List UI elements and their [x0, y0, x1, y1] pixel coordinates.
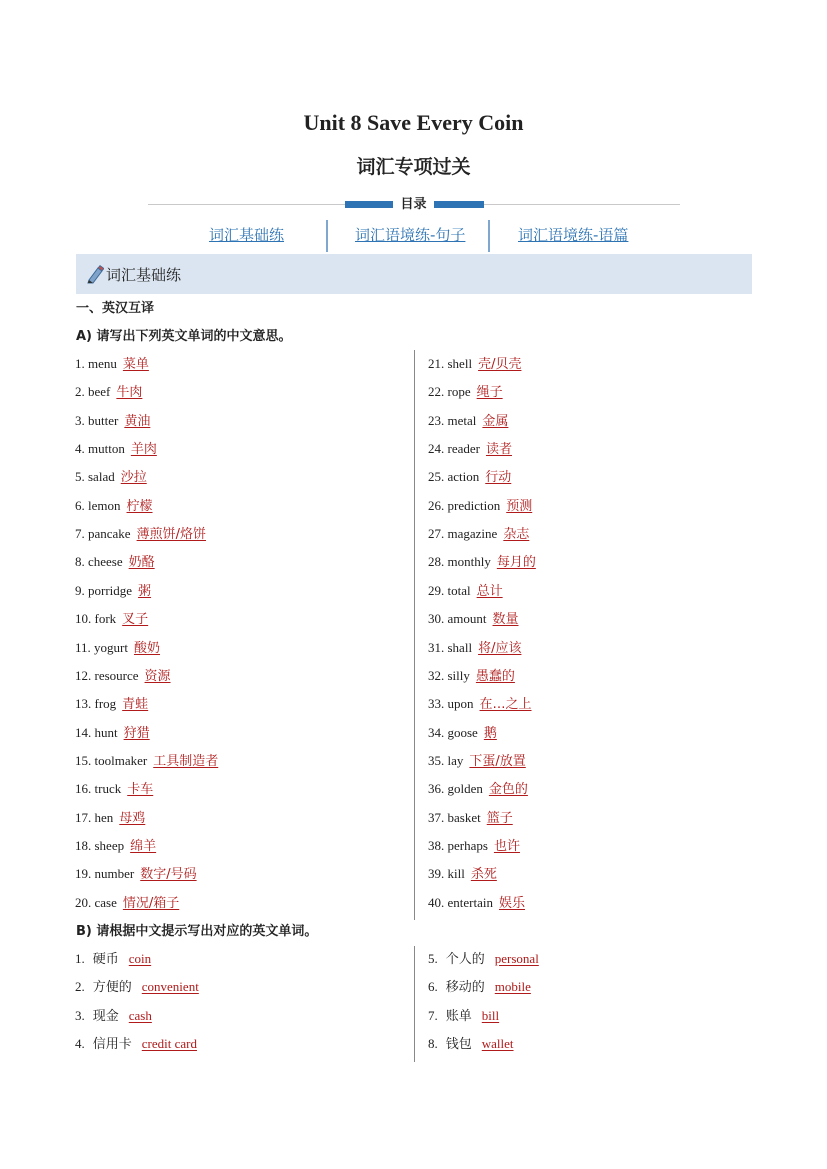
vocab-word: 6. lemon: [75, 497, 121, 513]
vocab-item: [428, 778, 528, 797]
vocab-item: [428, 495, 532, 514]
vocab-word: 29. total: [428, 582, 471, 598]
item-number: 4.: [75, 1035, 85, 1051]
vocab-word: 1. menu: [75, 356, 117, 371]
vocab-item: [428, 1033, 514, 1052]
vocab-answer: 杀死: [470, 867, 497, 883]
vocab-word: 33. upon: [428, 696, 474, 712]
vocab-answer: 牛肉: [116, 385, 143, 401]
toc-separator: [488, 220, 490, 252]
vocab-answer: 酸奶: [133, 640, 160, 656]
vocab-item: [75, 693, 148, 712]
vocab-item: [75, 665, 171, 684]
vocab-item: [428, 976, 531, 995]
vocab-answer: 读者: [485, 442, 512, 458]
vocab-answer: 薄煎饼/烙饼: [136, 527, 206, 543]
vocab-answer: 卡车: [127, 782, 154, 798]
section-label: 词汇基础练: [106, 266, 182, 284]
vocab-answer: 绵羊: [130, 838, 157, 854]
vocab-answer: 壳/贝壳: [478, 357, 522, 372]
section-header: [76, 254, 752, 294]
vocab-item: [428, 353, 521, 372]
toc-link-basic[interactable]: 词汇基础练: [209, 226, 285, 244]
vocab-item: [75, 637, 160, 656]
vocab-word: 5. salad: [75, 469, 115, 485]
toc-divider-left: [148, 204, 348, 205]
vocab-item: [428, 665, 515, 684]
vocab-word: 21. shell: [428, 356, 473, 371]
pencil-icon: [86, 264, 104, 284]
english-answer: wallet: [481, 1035, 514, 1051]
toc-accent-right: [434, 201, 484, 208]
item-number: 6.: [428, 979, 438, 995]
sub-heading-a: A) 请写出下列英文单词的中文意思。: [76, 329, 292, 344]
vocab-answer: 叉子: [122, 612, 149, 628]
toc-label: 目录: [393, 193, 434, 212]
page-subtitle: 词汇专项过关: [356, 156, 471, 178]
vocab-item: [428, 608, 519, 627]
vocab-item: [75, 863, 197, 882]
vocab-answer: 粥: [138, 583, 152, 599]
chinese-prompt: 现金: [92, 1008, 119, 1024]
vocab-word: 27. magazine: [428, 526, 498, 542]
vocab-word: 8. cheese: [75, 554, 123, 570]
toc-divider-right: [484, 204, 680, 205]
item-number: 7.: [428, 1007, 438, 1023]
vocab-item: [428, 438, 512, 457]
vocab-item: [75, 410, 150, 429]
vocab-item: [428, 551, 536, 570]
vocab-item: [75, 353, 149, 372]
chinese-prompt: 个人的: [445, 952, 485, 967]
vocab-answer: 金属: [482, 413, 509, 429]
toc-link-sentence[interactable]: 词汇语境练-句子: [355, 226, 466, 244]
vocab-answer: 羊肉: [130, 442, 157, 458]
vocab-word: 2. beef: [75, 384, 111, 400]
vocab-word: 7. pancake: [75, 526, 131, 542]
vocab-answer: 将/应该: [478, 640, 522, 656]
vocab-word: 40. entertain: [428, 894, 493, 910]
vocab-answer: 预测: [506, 498, 533, 514]
vocab-word: 28. monthly: [428, 554, 491, 570]
vocab-answer: 愚蠢的: [475, 668, 515, 684]
vocab-answer: 鹅: [483, 725, 497, 741]
vocab-word: 15. toolmaker: [75, 752, 148, 768]
column-divider: [414, 350, 415, 920]
vocab-item: [428, 863, 497, 882]
vocab-answer: 柠檬: [126, 498, 153, 514]
vocab-answer: 黄油: [124, 413, 151, 429]
vocab-word: 30. amount: [428, 611, 487, 627]
vocab-word: 11. yogurt: [75, 639, 128, 655]
vocab-answer: 下蛋/放置: [469, 753, 526, 769]
vocab-word: 16. truck: [75, 781, 122, 797]
vocab-word: 32. silly: [428, 667, 470, 683]
vocab-item: [428, 835, 520, 854]
vocab-item: [75, 580, 151, 599]
vocab-word: 3. butter: [75, 412, 119, 428]
vocab-item: [75, 835, 156, 854]
vocab-item: [75, 976, 199, 995]
vocab-answer: 青蛙: [122, 697, 149, 713]
vocab-answer: 篮子: [486, 810, 513, 826]
vocab-item: [428, 523, 529, 542]
vocab-item: [428, 637, 521, 656]
vocab-item: [428, 722, 497, 741]
english-answer: credit card: [141, 1035, 197, 1051]
toc-link-passage[interactable]: 词汇语境练-语篇: [518, 226, 629, 244]
vocab-answer: 沙拉: [120, 470, 147, 486]
vocab-word: 10. fork: [75, 611, 117, 627]
vocab-word: 19. number: [75, 866, 135, 882]
vocab-item: [428, 693, 532, 712]
vocab-word: 20. case: [75, 894, 117, 910]
english-answer: convenient: [141, 979, 199, 995]
vocab-word: 34. goose: [428, 724, 478, 740]
vocab-word: 12. resource: [75, 667, 139, 683]
vocab-answer: 数字/号码: [140, 867, 197, 883]
toc-links: [0, 220, 827, 252]
vocab-item: [75, 495, 153, 514]
item-number: 8.: [428, 1035, 438, 1051]
vocab-item: [75, 381, 142, 400]
vocab-word: 23. metal: [428, 412, 477, 428]
vocab-word: 14. hunt: [75, 724, 118, 740]
vocab-answer: 工具制造者: [153, 753, 219, 769]
item-number: 5.: [428, 951, 438, 966]
chinese-prompt: 方便的: [92, 980, 132, 996]
vocab-word: 25. action: [428, 469, 480, 485]
vocab-answer: 也许: [493, 838, 520, 854]
vocab-answer: 情况/箱子: [122, 895, 180, 911]
vocab-item: [75, 892, 179, 911]
vocab-item: [75, 778, 153, 797]
column-divider: [414, 946, 415, 1062]
vocab-answer: 每月的: [496, 555, 536, 571]
vocab-item: [428, 410, 508, 429]
vocab-answer: 娱乐: [498, 895, 525, 911]
vocab-word: 26. prediction: [428, 497, 501, 513]
chinese-prompt: 账单: [445, 1008, 472, 1024]
vocab-word: 36. golden: [428, 781, 483, 797]
vocab-item: [75, 551, 155, 570]
vocab-answer: 狩猎: [123, 725, 150, 741]
vocab-answer: 杂志: [503, 527, 530, 543]
vocab-item: [428, 381, 503, 400]
vocab-word: 13. frog: [75, 696, 117, 712]
vocab-answer: 资源: [144, 668, 171, 684]
vocab-item: [75, 608, 148, 627]
vocab-item: [75, 438, 157, 457]
vocab-item: [428, 580, 503, 599]
vocab-answer: 在…之上: [479, 697, 532, 713]
vocab-item: [428, 892, 525, 911]
vocab-item: [428, 948, 539, 967]
vocab-word: 39. kill: [428, 866, 465, 882]
vocab-word: 4. mutton: [75, 441, 125, 457]
vocab-word: 31. shall: [428, 639, 473, 655]
vocab-answer: 行动: [485, 470, 512, 486]
vocab-answer: 金色的: [488, 782, 528, 798]
vocab-item: [75, 1033, 197, 1052]
vocab-answer: 菜单: [122, 357, 149, 372]
english-answer: coin: [128, 951, 152, 966]
vocab-item: [428, 466, 511, 485]
vocab-item: [428, 1005, 499, 1024]
chinese-prompt: 信用卡: [92, 1036, 132, 1052]
vocab-item: [75, 466, 147, 485]
toc-separator: [326, 220, 328, 252]
english-answer: personal: [494, 951, 539, 966]
vocab-item: [75, 750, 218, 769]
vocab-item: [75, 1005, 152, 1024]
vocab-item: [75, 523, 206, 542]
vocab-word: 38. perhaps: [428, 837, 488, 853]
vocab-answer: 奶酪: [128, 555, 155, 571]
chinese-prompt: 移动的: [445, 980, 485, 996]
vocab-item: [75, 807, 145, 826]
vocab-word: 17. hen: [75, 809, 114, 825]
english-answer: cash: [128, 1007, 152, 1023]
vocab-item: [75, 722, 150, 741]
chinese-prompt: 钱包: [445, 1036, 472, 1052]
vocab-word: 9. porridge: [75, 582, 133, 598]
toc-accent-left: [345, 201, 393, 208]
page-title: Unit 8 Save Every Coin: [303, 110, 524, 135]
sub-heading-b: B) 请根据中文提示写出对应的英文单词。: [76, 924, 318, 939]
vocab-word: 18. sheep: [75, 837, 125, 853]
vocab-word: 35. lay: [428, 752, 464, 768]
vocab-word: 22. rope: [428, 384, 471, 400]
part-heading: 一、英汉互译: [76, 301, 155, 316]
english-answer: bill: [481, 1007, 500, 1023]
item-number: 3.: [75, 1007, 85, 1023]
vocab-item: [428, 807, 513, 826]
vocab-item: [428, 750, 526, 769]
vocab-answer: 总计: [476, 583, 503, 599]
vocab-answer: 母鸡: [119, 810, 146, 826]
chinese-prompt: 硬币: [92, 952, 119, 967]
item-number: 1.: [75, 951, 85, 966]
item-number: 2.: [75, 979, 85, 995]
vocab-answer: 数量: [492, 612, 519, 628]
english-answer: mobile: [494, 979, 531, 995]
vocab-word: 37. basket: [428, 809, 481, 825]
vocab-answer: 绳子: [476, 385, 503, 401]
vocab-word: 24. reader: [428, 441, 480, 457]
vocab-item: [75, 948, 151, 967]
